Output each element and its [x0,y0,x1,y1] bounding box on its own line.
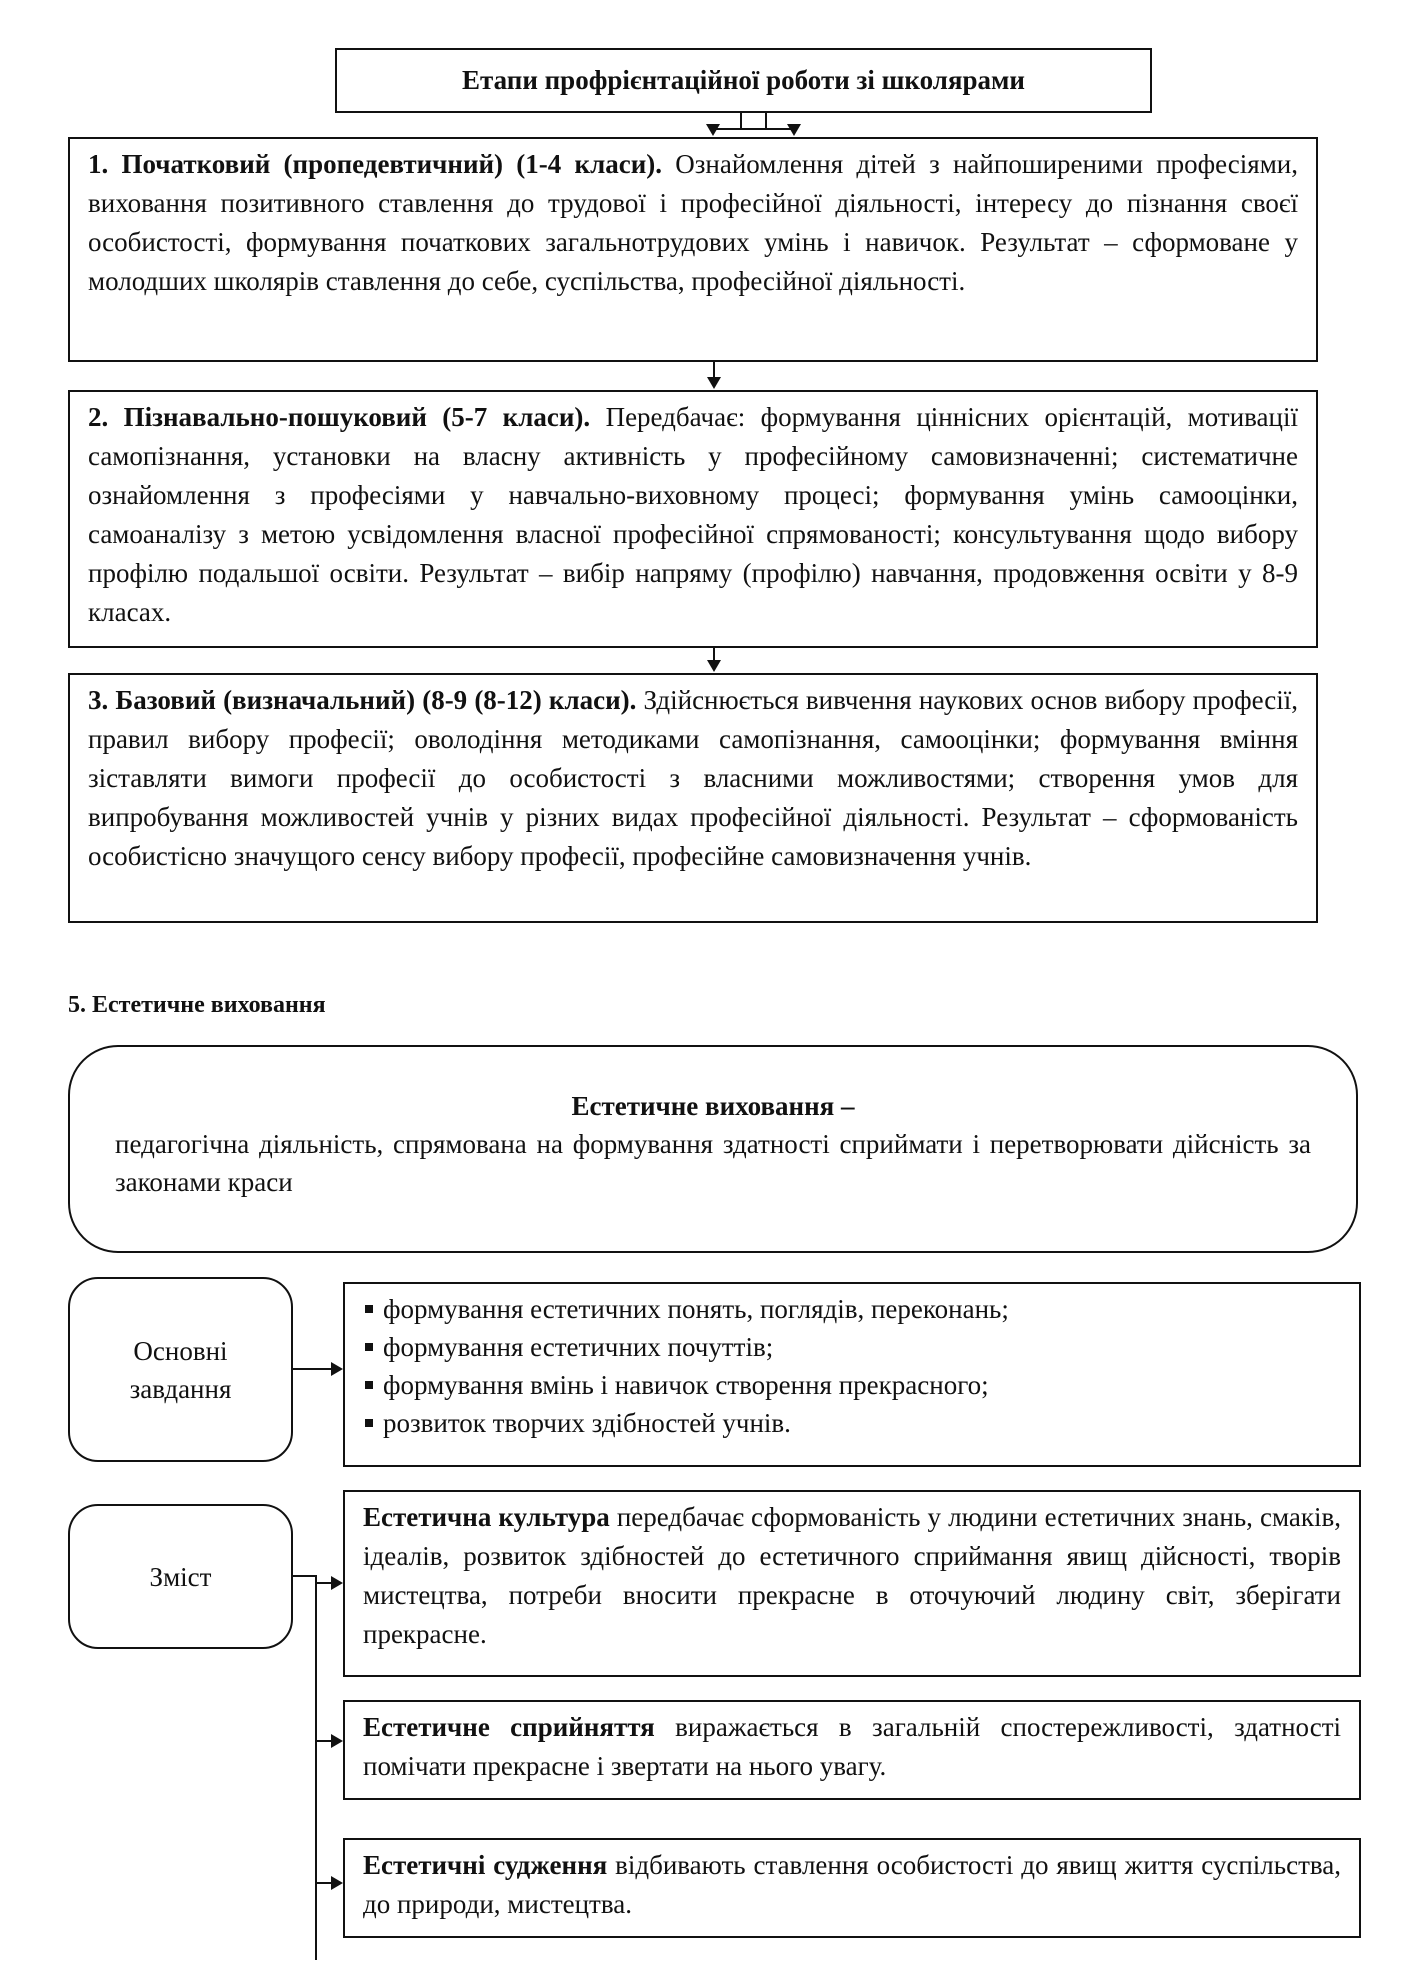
bullet-icon [365,1381,373,1389]
stage-text: Ознайомлення дітей з найпоширеними професіями, виховання позитивного ставлення до трудової і професійної діяльності, інтересу до пізнання своєї особистості, формування початкових загальнотрудових умінь і навичок. Результат – сформоване у молодших школярів ставлення до себе, суспільства, професійної діяльності. [88,149,1298,296]
tasks-label: Основні завдання [129,1335,232,1404]
tasks-list-box [343,1282,1361,1467]
connector-line [293,1368,333,1370]
content-term: Естетична культура [363,1502,610,1532]
connector-line [713,362,715,378]
diagram-title: Етапи профрієнтаційної роботи зі школярами [335,48,1152,113]
section-heading: 5. Естетичне виховання [68,992,326,1018]
content-block-1 [343,1490,1361,1677]
tasks-label-box [68,1277,293,1462]
connector-line [315,1575,317,1960]
bullet-icon [365,1305,373,1313]
arrow-down-icon [707,660,721,672]
stage-heading: 3. Базовий (визначальний) (8-9 (8-12) класи). [88,685,637,715]
definition-box [68,1045,1358,1253]
arrow-right-icon [331,1734,343,1748]
arrow-down-icon [707,377,721,389]
stage-text: Передбачає: формування ціннісних орієнтацій, мотивації самопізнання, установки на власну активність у професійному самовизначенні; систематичне ознайомлення з професіями у навчально-виховному процесі; формування умінь самооцінки, самоаналізу з метою усвідомлення власної професійної спрямованості; консультування щодо вибору профілю подальшої освіти. Результат – вибір напряму (профілю) навчання, продовження освіти у 8-9 класах. [88,402,1298,627]
connector-line [765,113,767,129]
content-text: передбачає сформованість у людини естетичних знань, смаків, ідеалів, розвиток здібностей до естетичного сприймання явищ дійсності, творів мистецтва, потреби вносити прекрасне в оточуючий людину світ, зберігати прекрасне. [363,1502,1341,1649]
stage-heading: 2. Пізнавально-пошуковий (5-7 класи). [88,402,591,432]
content-text: виражається в загальній спостережливості, здатності помічати прекрасне і звертати на нього увагу. [363,1712,1341,1781]
list-item: формування естетичних понять, поглядів, переконань; [361,1290,1343,1328]
definition-text: педагогічна діяльність, спрямована на формування здатності сприймати і перетворювати дійсність за законами краси [115,1129,1311,1197]
bullet-icon [365,1419,373,1427]
stage-heading: 1. Початковий (пропедевтичний) (1-4 класи). [88,149,662,179]
arrow-right-icon [331,1876,343,1890]
content-block-3 [343,1838,1361,1938]
connector-line [712,128,794,130]
definition-title: Естетичне виховання – [571,1091,855,1121]
arrow-down-icon [706,124,720,136]
arrow-right-icon [331,1362,343,1376]
stage-box-2 [68,390,1318,648]
content-label: Зміст [149,1561,212,1592]
content-block-2 [343,1700,1361,1800]
bullet-icon [365,1343,373,1351]
stage-box-1 [68,137,1318,362]
connector-line [293,1575,317,1577]
list-item: формування вмінь і навичок створення прекрасного; [361,1366,1343,1404]
arrow-right-icon [331,1576,343,1590]
list-item: розвиток творчих здібностей учнів. [361,1404,1343,1442]
list-item: формування естетичних почуттів; [361,1328,1343,1366]
stage-text: Здійснюється вивчення наукових основ вибору професії, правил вибору професії; оволодіння методиками самопізнання, самооцінки; формування вміння зіставляти вимоги професії до особистості з власними можливостями; створення умов для випробування можливостей учнів у різних видах професійної діяльності. Результат – сформованість особистісно значущого сенсу вибору професії, професійне самовизначення учнів. [88,685,1298,871]
content-label-box [68,1504,293,1649]
content-term: Естетичні судження [363,1850,608,1880]
tasks-list [361,1290,1343,1442]
content-text: відбивають ставлення особистості до явищ життя суспільства, до природи, мистецтва. [363,1850,1341,1919]
arrow-down-icon [787,124,801,136]
stage-box-3 [68,673,1318,923]
connector-line [740,113,742,129]
content-term: Естетичне сприйняття [363,1712,655,1742]
